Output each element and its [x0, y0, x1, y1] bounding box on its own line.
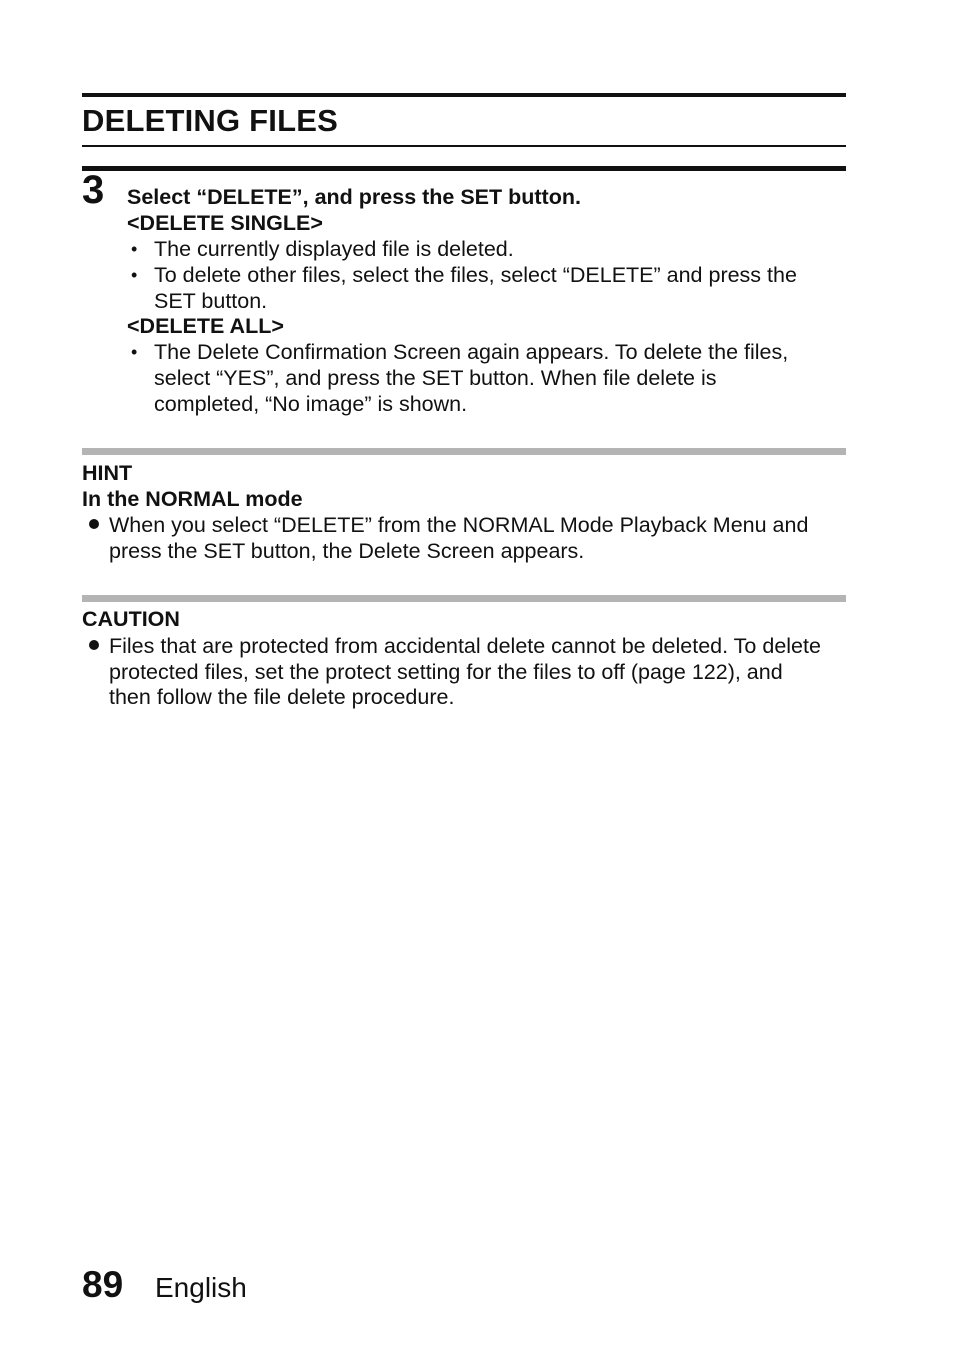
delete-single-heading: <DELETE SINGLE>: [127, 211, 323, 235]
hint-label: HINT: [82, 461, 133, 485]
page-title: DELETING FILES: [82, 103, 338, 138]
delete-single-bullet-2-line-1: To delete other files, select the files, select “DELETE” and press the: [154, 263, 797, 287]
delete-single-bullet-2-line-2: SET button.: [154, 289, 268, 313]
header-rule-bottom: [82, 145, 846, 147]
bullet-glyph: •: [131, 342, 138, 362]
caution-line-2: protected files, set the protect setting for the files to off (page 122), and: [109, 660, 783, 684]
delete-all-heading: <DELETE ALL>: [127, 314, 284, 338]
bullet-dot: [89, 640, 99, 650]
caution-line-3: then follow the file delete procedure.: [109, 685, 455, 709]
header-rule-top: [82, 93, 846, 97]
bullet-dot: [89, 519, 99, 529]
page-number: 89: [82, 1264, 124, 1305]
step-number: 3: [82, 168, 105, 212]
hint-line-2: press the SET button, the Delete Screen appears.: [109, 539, 585, 563]
delete-all-bullet-line-2: select “YES”, and press the SET button. When file delete is: [154, 366, 717, 390]
bullet-glyph: •: [131, 265, 138, 285]
caution-divider: [82, 595, 846, 602]
hint-divider: [82, 448, 846, 455]
hint-subheading: In the NORMAL mode: [82, 487, 303, 511]
hint-line-1: When you select “DELETE” from the NORMAL Mode Playback Menu and: [109, 513, 809, 537]
bullet-glyph: •: [131, 239, 138, 259]
delete-single-bullet-1: The currently displayed file is deleted.: [154, 237, 514, 261]
step-instruction: Select “DELETE”, and press the SET button.: [127, 185, 581, 209]
language-label: English: [155, 1272, 247, 1303]
step-rule: [82, 166, 846, 171]
delete-all-bullet-line-1: The Delete Confirmation Screen again appears. To delete the files,: [154, 340, 789, 364]
caution-label: CAUTION: [82, 607, 180, 631]
delete-all-bullet-line-3: completed, “No image” is shown.: [154, 392, 468, 416]
caution-line-1: Files that are protected from accidental delete cannot be deleted. To delete: [109, 634, 821, 658]
